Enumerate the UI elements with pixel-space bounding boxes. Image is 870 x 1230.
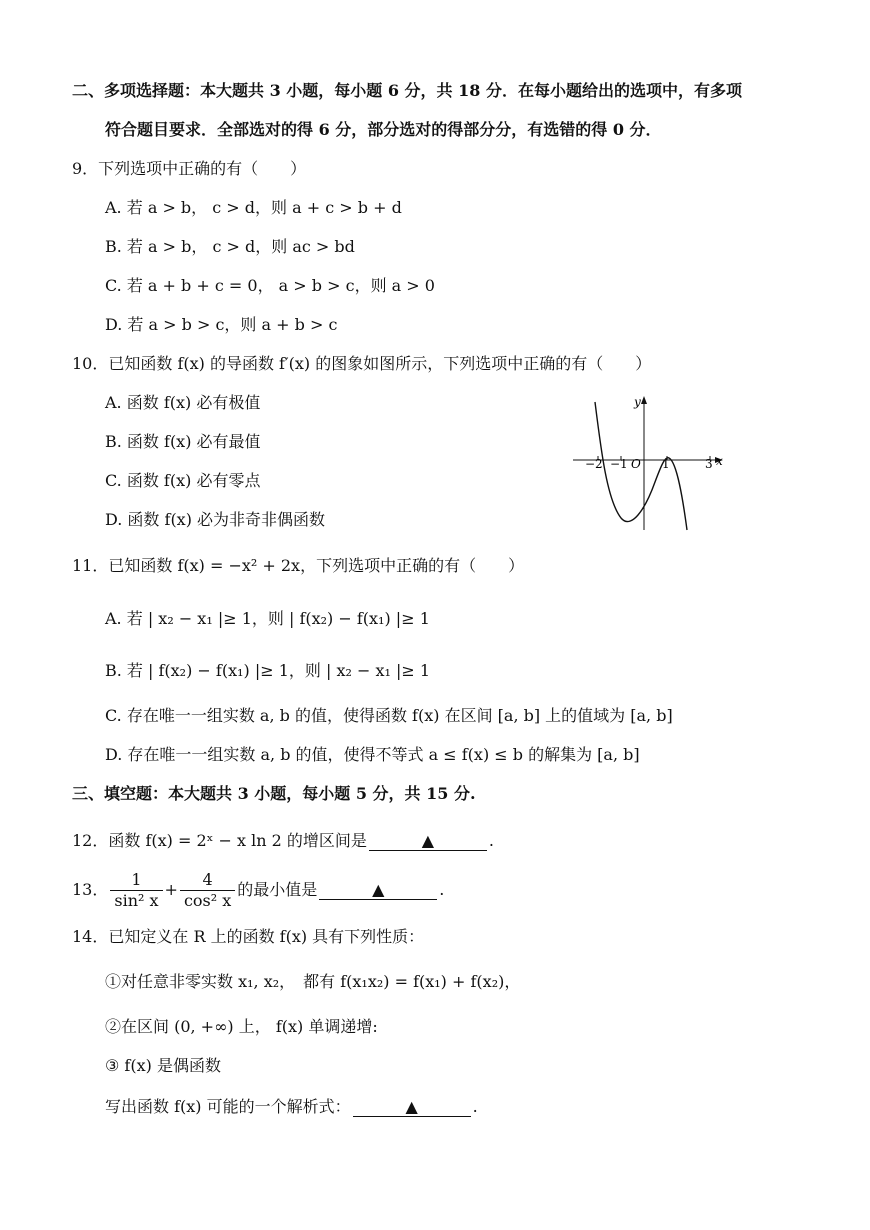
q14-property-3: ③ f(x) 是偶函数 — [105, 1056, 221, 1075]
q9-option-c: C. 若 a + b + c = 0， a > b > c，则 a > 0 — [105, 276, 435, 295]
q14-property-1: ①对任意非零实数 x₁, x₂， 都有 f(x₁x₂) = f(x₁) + f(x₂)， — [105, 972, 521, 991]
q12-answer-blank[interactable]: ▲ — [369, 832, 487, 851]
q10-option-c: C. 函数 f(x) 必有零点 — [105, 471, 261, 490]
q12-suffix: . — [488, 831, 494, 850]
q14-suffix: . — [472, 1097, 478, 1116]
q13-plus: + — [164, 880, 178, 899]
section2-header-line1: 二、多项选择题：本大题共 3 小题，每小题 6 分，共 18 分．在每小题给出的选项中，有多项 — [72, 81, 742, 100]
y-axis-arrow — [641, 396, 647, 404]
q12-line — [72, 830, 494, 852]
q9-option-b: B. 若 a > b， c > d，则 ac > bd — [105, 237, 355, 256]
q13-frac2-numerator: 4 — [180, 870, 235, 891]
q10-option-b: B. 函数 f(x) 必有最值 — [105, 432, 261, 451]
q13-frac1-numerator: 1 — [110, 870, 162, 891]
q11-option-b: B. 若 | f(x₂) − f(x₁) |≥ 1，则 | x₂ − x₁ |≥ 1 — [105, 661, 431, 680]
q9-option-d: D. 若 a > b > c，则 a + b > c — [105, 315, 338, 334]
section2-header-line2: 符合题目要求．全部选对的得 6 分，部分选对的得部分分，有选错的得 0 分． — [105, 120, 662, 139]
q11-option-d: D. 存在唯一一组实数 a, b 的值，使得不等式 a ≤ f(x) ≤ b 的解集为 [a, b] — [105, 745, 640, 764]
tick-label-3: 3 — [705, 457, 713, 471]
q11-option-a: A. 若 | x₂ − x₁ |≥ 1，则 | f(x₂) − f(x₁) |≥ 1 — [105, 609, 430, 628]
derivative-graph — [565, 390, 735, 540]
section3-header: 三、填空题：本大题共 3 小题，每小题 5 分，共 15 分. — [72, 784, 476, 803]
q13-answer-blank[interactable]: ▲ — [319, 881, 437, 900]
q14-stem: 14．已知定义在 R 上的函数 f(x) 具有下列性质： — [72, 927, 425, 946]
derivative-curve — [595, 402, 687, 530]
q14-ask-line — [105, 1096, 478, 1118]
q12-text: 12．函数 f(x) = 2ˣ − x ln 2 的增区间是 — [72, 831, 367, 850]
q10-option-d: D. 函数 f(x) 必为非奇非偶函数 — [105, 510, 326, 529]
origin-label: O — [631, 457, 641, 471]
q13-suffix: . — [439, 880, 445, 899]
q13-number: 13． — [72, 880, 109, 899]
tick-label-1: 1 — [662, 457, 670, 471]
x-axis-label: x — [716, 454, 723, 468]
q13-text: 的最小值是 — [237, 880, 318, 899]
q13-frac2-denominator: cos² x — [183, 891, 232, 910]
q13-line — [72, 868, 444, 912]
q13-fraction-1 — [110, 870, 162, 911]
tick-label-neg2: −2 — [585, 457, 603, 471]
q14-answer-blank[interactable]: ▲ — [353, 1098, 471, 1117]
q9-option-a: A. 若 a > b， c > d，则 a + c > b + d — [105, 198, 402, 217]
q10-option-a: A. 函数 f(x) 必有极值 — [105, 393, 261, 412]
q11-option-c: C. 存在唯一一组实数 a, b 的值，使得函数 f(x) 在区间 [a, b] 上的值域为 [a, b] — [105, 706, 673, 725]
q11-stem: 11．已知函数 f(x) = −x² + 2x，下列选项中正确的有（ ） — [72, 556, 525, 575]
q9-stem: 9．下列选项中正确的有（ ） — [72, 159, 307, 178]
q13-fraction-2 — [180, 870, 235, 911]
tick-label-neg1: −1 — [610, 457, 628, 471]
q14-ask-text: 写出函数 f(x) 可能的一个解析式： — [105, 1097, 351, 1116]
y-axis-label: y — [634, 395, 641, 409]
q14-property-2: ②在区间 (0, +∞) 上， f(x) 单调递增: — [105, 1017, 378, 1036]
q10-stem: 10．已知函数 f(x) 的导函数 f′(x) 的图象如图所示，下列选项中正确的有（ ） — [72, 354, 652, 373]
q13-frac1-denominator: sin² x — [114, 891, 159, 910]
